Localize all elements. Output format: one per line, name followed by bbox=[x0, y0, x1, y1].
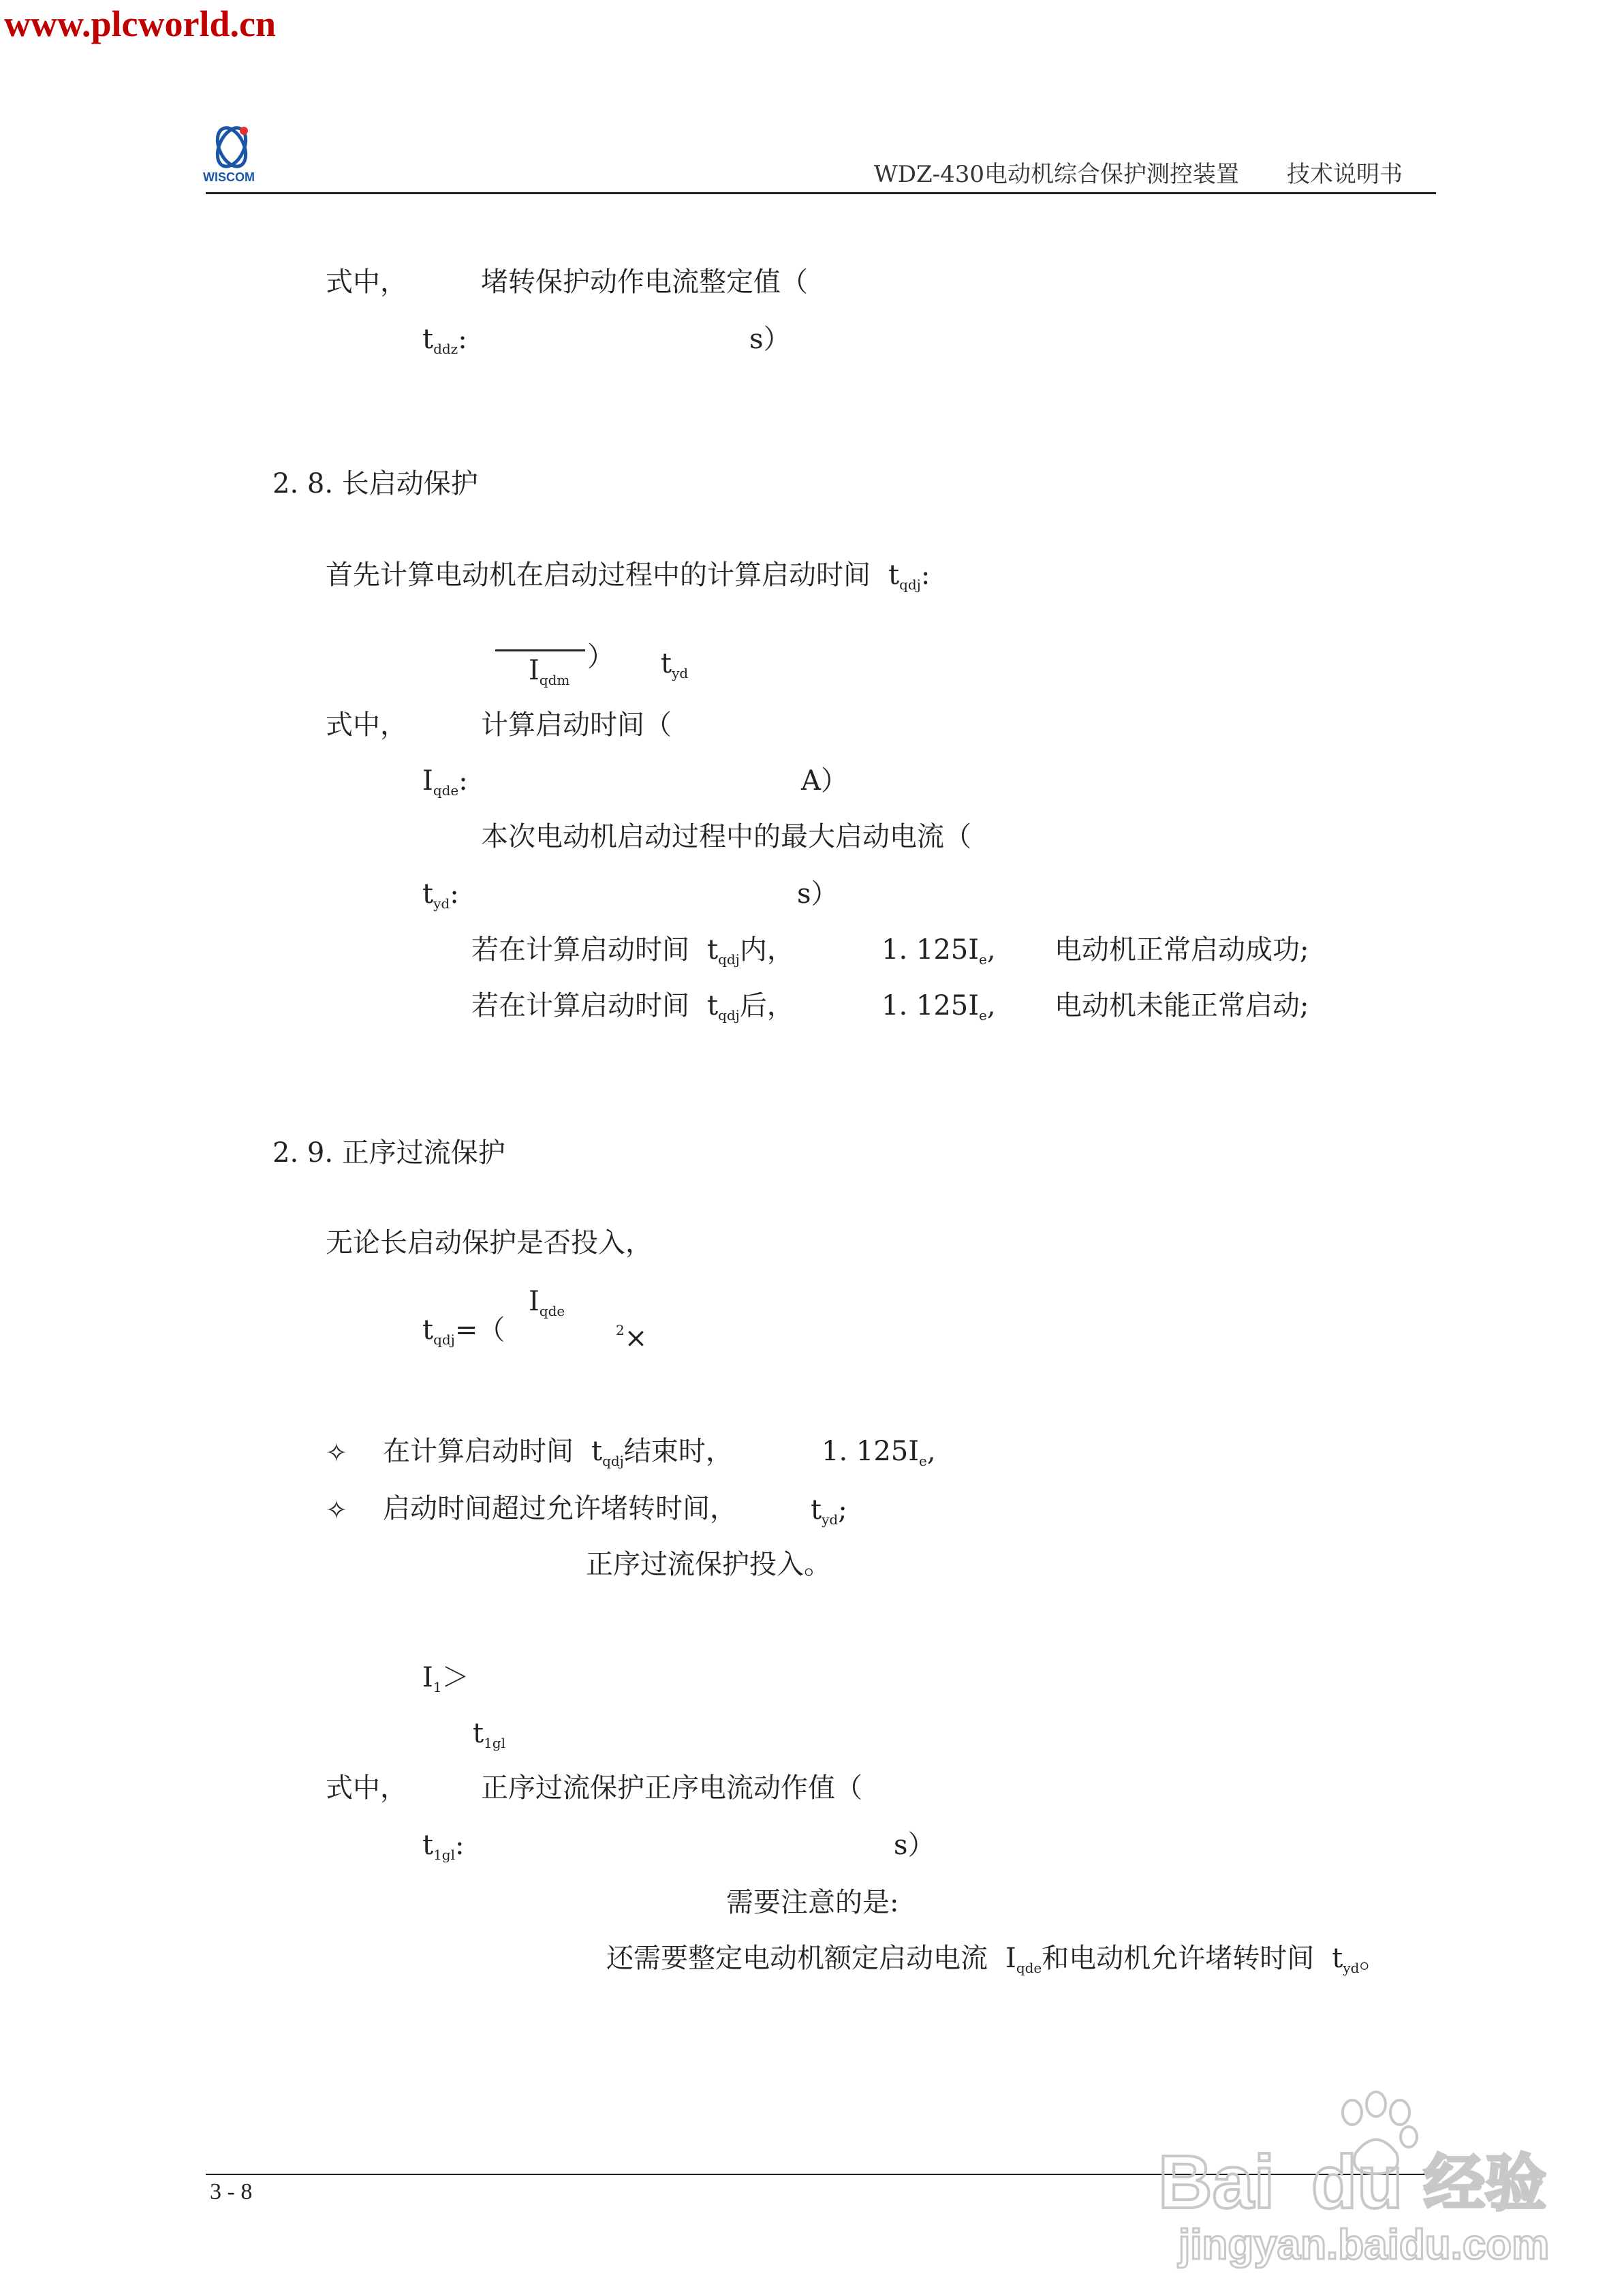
block1-unit: s） bbox=[749, 324, 791, 355]
value: 1. 125I bbox=[881, 990, 980, 1021]
var-t: t bbox=[1332, 1943, 1343, 1974]
var-t: t bbox=[888, 559, 900, 591]
cond2-value bbox=[881, 989, 996, 1032]
header-product: WDZ-430电动机综合保护测控装置 bbox=[873, 161, 1239, 188]
var-i: I bbox=[529, 1286, 540, 1317]
var-sub: qde bbox=[1016, 1960, 1042, 1976]
var-i: I bbox=[529, 655, 540, 686]
def3-text: 本次电动机启动过程中的最大启动电流（ bbox=[481, 821, 971, 852]
var-t: t bbox=[422, 1314, 434, 1346]
note-end: 。 bbox=[1359, 1943, 1387, 1974]
watermark-brand-jingyan: 经验 bbox=[1424, 2148, 1546, 2219]
note-body: 还需要整定电动机额定启动电流 bbox=[606, 1943, 988, 1974]
cond2-text bbox=[471, 989, 794, 1032]
note-mid: 和电动机允许堵转时间 bbox=[1042, 1943, 1315, 1974]
site-url[interactable]: www.plcworld.cn bbox=[4, 3, 277, 44]
def2-unit: A） bbox=[801, 765, 848, 797]
var-sub: qdj bbox=[433, 1331, 455, 1348]
section-2-8-intro bbox=[326, 559, 930, 601]
def2-unit-2-9: s） bbox=[894, 1830, 935, 1861]
var-i: I bbox=[1005, 1943, 1016, 1974]
bullet-after: 结束时， bbox=[623, 1436, 733, 1467]
header-doc-type: 技术说明书 bbox=[1287, 161, 1403, 188]
bullet2-text: 启动时间超过允许堵转时间， bbox=[383, 1493, 737, 1524]
header-rule bbox=[206, 192, 1436, 194]
value-sub: e bbox=[979, 951, 987, 968]
var-sub: qdj bbox=[602, 1453, 624, 1469]
var-sub: yd bbox=[1343, 1960, 1360, 1976]
var-t: t bbox=[707, 990, 719, 1021]
intro-text: 首先计算电动机在启动过程中的计算启动时间 bbox=[326, 559, 871, 591]
watermark-brand-du: du bbox=[1311, 2140, 1403, 2224]
bullet1-icon: ✧ bbox=[326, 1438, 347, 1468]
bullet-text: 在计算启动时间 bbox=[383, 1436, 574, 1467]
cond-after: 后， bbox=[739, 990, 794, 1021]
var-sub: 1 bbox=[433, 1679, 442, 1695]
block1-prefix: 式中， bbox=[326, 266, 407, 298]
var-sub: 1gl bbox=[484, 1735, 506, 1751]
cond-text: 若在计算启动时间 bbox=[471, 934, 689, 966]
def1-text-2-9: 正序过流保护正序电流动作值（ bbox=[481, 1772, 862, 1804]
times-sign: × bbox=[624, 1323, 648, 1354]
var-sub: yd bbox=[433, 895, 450, 912]
var-t: t bbox=[473, 1718, 484, 1749]
var-sub: qdj bbox=[718, 951, 740, 968]
cond-text: 若在计算启动时间 bbox=[471, 990, 689, 1021]
watermark-brand: Bai bbox=[1158, 2140, 1275, 2224]
watermark-url: jingyan.baidu.com bbox=[1178, 2221, 1550, 2268]
value-sub: e bbox=[919, 1453, 927, 1469]
var-sub: qdj bbox=[899, 576, 921, 593]
colon: : bbox=[458, 765, 468, 797]
note-text bbox=[606, 1942, 1386, 1984]
bullet1-text bbox=[383, 1435, 733, 1477]
fraction-bar bbox=[495, 649, 585, 651]
equals: =（ bbox=[454, 1314, 505, 1346]
formula-lhs bbox=[422, 1314, 505, 1356]
var-sub: qde bbox=[433, 782, 459, 799]
value: 1. 125I bbox=[822, 1436, 920, 1467]
var-t: t bbox=[591, 1436, 603, 1467]
colon: ; bbox=[838, 1494, 847, 1526]
note-label: 需要注意的是: bbox=[726, 1887, 899, 1918]
cond-i1 bbox=[422, 1661, 469, 1704]
var-sub: 1gl bbox=[433, 1847, 456, 1863]
bullet2-icon: ✧ bbox=[326, 1495, 347, 1525]
block1-var bbox=[422, 323, 467, 365]
var-i: I bbox=[422, 765, 433, 797]
var-sub: yd bbox=[672, 665, 689, 681]
page-number: 3 - 8 bbox=[210, 2179, 253, 2204]
bullet2-continuation: 正序过流保护投入。 bbox=[586, 1549, 831, 1580]
section-2-9-intro: 无论长启动保护是否投入， bbox=[326, 1227, 653, 1259]
var-sub: qdj bbox=[718, 1007, 740, 1023]
def1-prefix: 式中， bbox=[326, 709, 407, 741]
comma: , bbox=[986, 934, 996, 966]
colon: : bbox=[455, 1830, 465, 1861]
colon: : bbox=[450, 878, 459, 910]
def4-unit: s） bbox=[797, 878, 839, 910]
var-i: I bbox=[422, 1662, 433, 1693]
greater-than: ＞ bbox=[441, 1662, 469, 1693]
var-sub: qdm bbox=[539, 672, 570, 688]
def2-var-2-9 bbox=[422, 1829, 465, 1871]
block1-text: 堵转保护动作电流整定值（ bbox=[481, 266, 808, 298]
formula-exp bbox=[616, 1314, 647, 1355]
formula-var2 bbox=[661, 647, 688, 690]
header-title bbox=[874, 155, 1403, 189]
bullet1-value bbox=[822, 1435, 936, 1477]
formula-denominator bbox=[529, 654, 569, 696]
var-t: t bbox=[422, 878, 434, 910]
colon: : bbox=[458, 324, 467, 355]
section-2-8-heading: 2. 8. 长启动保护 bbox=[272, 468, 478, 499]
cond-after: 内， bbox=[739, 934, 794, 966]
value: 1. 125I bbox=[881, 934, 980, 966]
var-sub: ddz bbox=[433, 341, 458, 357]
var-t: t bbox=[707, 934, 719, 966]
var-t: t bbox=[811, 1494, 822, 1526]
cond1-result: 电动机正常启动成功; bbox=[1055, 934, 1309, 966]
section-2-9-heading: 2. 9. 正序过流保护 bbox=[272, 1137, 505, 1169]
baidu-jingyan-watermark bbox=[1151, 2071, 1560, 2276]
value-sub: e bbox=[979, 1007, 987, 1023]
logo-text: WISCOM bbox=[203, 170, 255, 184]
cond1-value bbox=[881, 934, 996, 976]
var-t: t bbox=[422, 324, 434, 355]
time-t1gl bbox=[473, 1717, 505, 1759]
formula-numerator bbox=[529, 1285, 565, 1327]
colon: : bbox=[920, 559, 931, 591]
var-t: t bbox=[661, 648, 672, 679]
exponent: 2 bbox=[616, 1322, 625, 1338]
formula-close: ） bbox=[587, 641, 614, 673]
def1-prefix-2-9: 式中， bbox=[326, 1772, 407, 1804]
var-sub: yd bbox=[822, 1511, 839, 1528]
var-t: t bbox=[422, 1830, 434, 1861]
def2-var bbox=[422, 765, 468, 807]
def4-var bbox=[422, 878, 459, 920]
cond2-result: 电动机未能正常启动; bbox=[1055, 990, 1309, 1021]
def1-text: 计算启动时间（ bbox=[481, 709, 672, 741]
cond1-text bbox=[471, 934, 794, 976]
comma: , bbox=[986, 990, 996, 1021]
var-sub: qde bbox=[539, 1303, 565, 1319]
bullet2-var bbox=[811, 1494, 847, 1536]
comma: , bbox=[926, 1436, 936, 1467]
